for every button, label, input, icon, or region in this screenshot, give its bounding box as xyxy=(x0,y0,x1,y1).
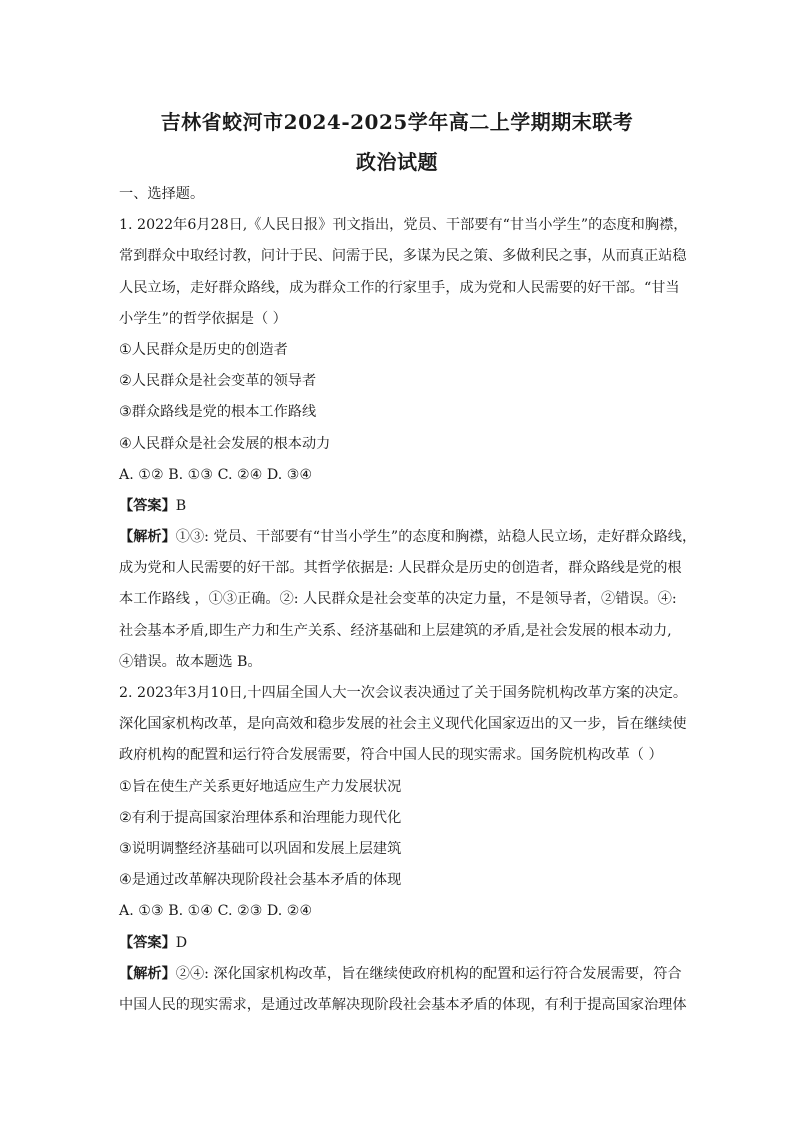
question-stem-line: 深化国家机构改革，是向高效和稳步发展的社会主义现代化国家迈出的又一步，旨在继续使 xyxy=(119,716,687,733)
option-line: ④是通过改革解决现阶段社会基本矛盾的体现 xyxy=(119,872,402,889)
question-1 xyxy=(119,210,697,678)
document-body xyxy=(119,179,697,1021)
document-subtitle: 政治试题 xyxy=(356,150,438,174)
option-line: ④人民群众是社会发展的根本动力 xyxy=(119,435,331,452)
analysis-label: 【解析】 xyxy=(119,529,176,546)
question-stem-line: 2. 2023年3月10日,十四届全国人大一次会议表决通过了关于国务院机构改革方案的决定。 xyxy=(119,685,688,701)
option-line: ③说明调整经济基础可以巩固和发展上层建筑 xyxy=(119,840,402,857)
option-line: ③群众路线是党的根本工作路线 xyxy=(119,404,317,421)
answer-line xyxy=(119,928,679,959)
question-stem-line: 人民立场，走好群众路线，成为群众工作的行家里手，成为党和人民需要的好干部。“甘当 xyxy=(119,279,680,296)
analysis-line xyxy=(119,522,697,553)
question-stem-line: 1. 2022年6月28日,《人民日报》刊文指出，党员、干部要有“甘当小学生”的态度和胸襟， xyxy=(119,217,688,234)
analysis-line: 本工作路线 ，①③正确。②: 人民群众是社会变革的决定力量，不是领导者，②错误。④: xyxy=(119,591,677,608)
option-line: ②人民群众是社会变革的领导者 xyxy=(119,373,317,390)
answer-label: 【答案】 xyxy=(119,934,176,951)
answer-line xyxy=(119,491,679,522)
option-line: ②有利于提高国家治理体系和治理能力现代化 xyxy=(119,809,402,826)
analysis-line: ④错误。故本题选 B。 xyxy=(119,653,262,670)
question-2 xyxy=(119,678,688,1021)
analysis-text: ②④: 深化国家机构改革，旨在继续使政府机构的配置和运行符合发展需要，符合 xyxy=(175,965,682,982)
document-title: 吉林省蛟河市2024-2025学年高二上学期期末联考 xyxy=(160,110,634,134)
choices-line: A. ①③ B. ①④ C. ②③ D. ②④ xyxy=(119,903,313,920)
question-stem-line: 小学生”的哲学依据是（ ） xyxy=(119,310,287,327)
analysis-label: 【解析】 xyxy=(119,965,176,982)
question-stem-line: 常到群众中取经讨教，问计于民、问需于民，多谋为民之策、多做利民之事，从而真正站稳 xyxy=(119,248,687,265)
answer-value: B xyxy=(175,497,187,514)
question-stem-line: 政府机构的配置和运行符合发展需要，符合中国人民的现实需求。国务院机构改革（ ） xyxy=(119,747,663,764)
analysis-line: 成为党和人民需要的好干部。其哲学依据是: 人民群众是历史的创造者，群众路线是党的根 xyxy=(119,560,682,577)
section-heading: 一、选择题。 xyxy=(119,186,205,202)
analysis-text: ①③: 党员、干部要有“甘当小学生”的态度和胸襟，站稳人民立场，走好群众路线， xyxy=(175,529,697,546)
choices-line: A. ①② B. ①③ C. ②④ D. ③④ xyxy=(119,466,313,483)
analysis-line xyxy=(119,959,682,990)
answer-label: 【答案】 xyxy=(119,497,176,514)
answer-value: D xyxy=(175,934,188,951)
option-line: ①人民群众是历史的创造者 xyxy=(119,341,288,358)
option-line: ①旨在使生产关系更好地适应生产力发展状况 xyxy=(119,778,402,795)
analysis-line: 社会基本矛盾,即生产力和生产关系、经济基础和上层建筑的矛盾,是社会发展的根本动力, xyxy=(119,622,672,639)
analysis-line: 中国人民的现实需求，是通过改革解决现阶段社会基本矛盾的体现，有利于提高国家治理体 xyxy=(119,996,687,1013)
